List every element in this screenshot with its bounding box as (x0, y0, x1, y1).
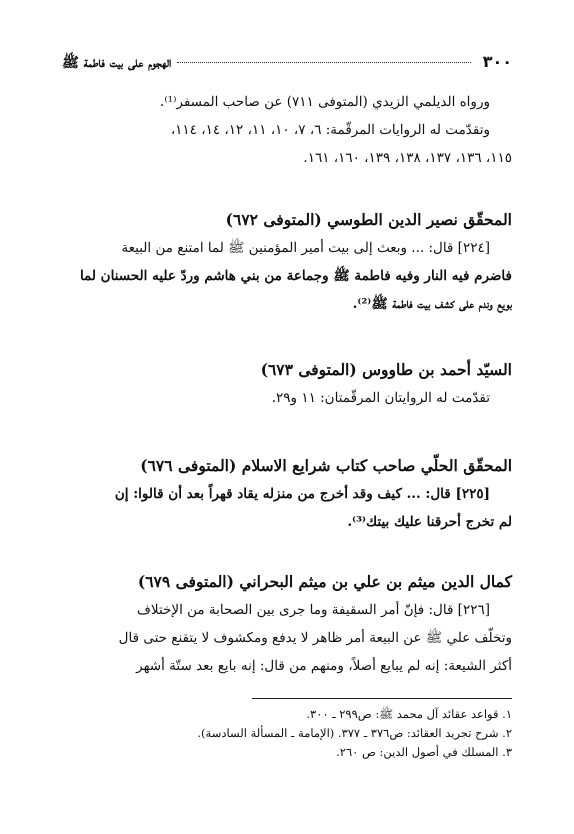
footnotes (62, 705, 512, 762)
footnote: ٣. المسلك في أصول الدين: ص ٢٦٠. (336, 745, 512, 759)
section-hilli (62, 452, 512, 536)
section-heading: كمال الدين ميثم بن علي بن ميثم البحراني (المتوفى ٦٧٩) (137, 572, 512, 591)
footnote: ٢. شرح تجريد العقائد: ص٣٧٦ ـ ٣٧٧. (الإمامة ـ المسألة السادسة). (197, 726, 512, 740)
page-number: ٣٠٠ (482, 52, 512, 71)
text-line: [٢٢٤] قال: ... وبعث إلى بيت أمير المؤمنين ﷺ لما امتنع من البيعة (121, 240, 490, 256)
section-heading: المحقّق الحلّي صاحب كتاب شرايع الاسلام (المتوفى ٦٧٦) (140, 456, 512, 475)
text-line: تقدّمت له الروايتان المرقّمتان: ١١ و٢٩. (271, 390, 490, 406)
text-line: [٢٢٦] قال: فإنّ أمر السقيفة وما جرى بين الصحابة من الإختلاف (136, 602, 490, 618)
section-heading: المحقّق نصير الدين الطوسي (المتوفى ٦٧٢) (225, 210, 512, 229)
running-header (62, 52, 512, 74)
footnote-separator (252, 698, 512, 699)
section-bahrani (62, 568, 512, 680)
text-line: وتخلّف علي ﷺ عن البيعة أمر ظاهر لا يدفع ومكشوف لا يتقنع حتى قال (118, 630, 512, 646)
section-ibn-tawus (62, 356, 512, 412)
text-line: بويع وندم على كشف بيت فاطمة ﷺ⁽²⁾. (352, 296, 512, 312)
text-line: ورواه الديلمي الزيدي (المتوفى ٧١١) عن صاحب المسفر⁽¹⁾. (160, 94, 490, 110)
text-line: ١١٥، ١٣٦، ١٣٧، ١٣٨، ١٣٩، ١٦٠، ١٦١. (303, 150, 512, 166)
footnote: ١. قواعد عقائد آل محمد ﷺ: ص٢٩٩ ـ ٣٠٠. (306, 707, 512, 721)
text-line: فاضرم فيه النار وفيه فاطمة ﷺ وجماعة من بني هاشم وردّ عليه الحسنان لما (79, 268, 512, 284)
section-tusi (62, 206, 512, 318)
text-line: لم تخرج أحرقنا عليك بيتك⁽³⁾. (347, 514, 512, 530)
running-title: الهجوم على بيت فاطمة ﷺ (62, 55, 172, 71)
text-line: [٢٢٥] قال: ... كيف وقد أخرج من منزله يقاد قهراً بعد أن قالوا: إن (114, 486, 490, 502)
intro-paragraph (62, 88, 512, 172)
text-line: أكثر الشيعة: إنه لم يبايع أصلاً، ومنهم من قال: إنه بايع بعد ستّة أشهر (136, 658, 512, 674)
section-heading: السيّد أحمد بن طاووس (المتوفى ٦٧٣) (260, 360, 512, 379)
text-line: وتقدّمت له الروايات المرقّمة: ٦، ٧، ١٠، ١١، ١٢، ١٤، ١١٤، (170, 122, 490, 138)
header-leader-dots (177, 62, 470, 63)
